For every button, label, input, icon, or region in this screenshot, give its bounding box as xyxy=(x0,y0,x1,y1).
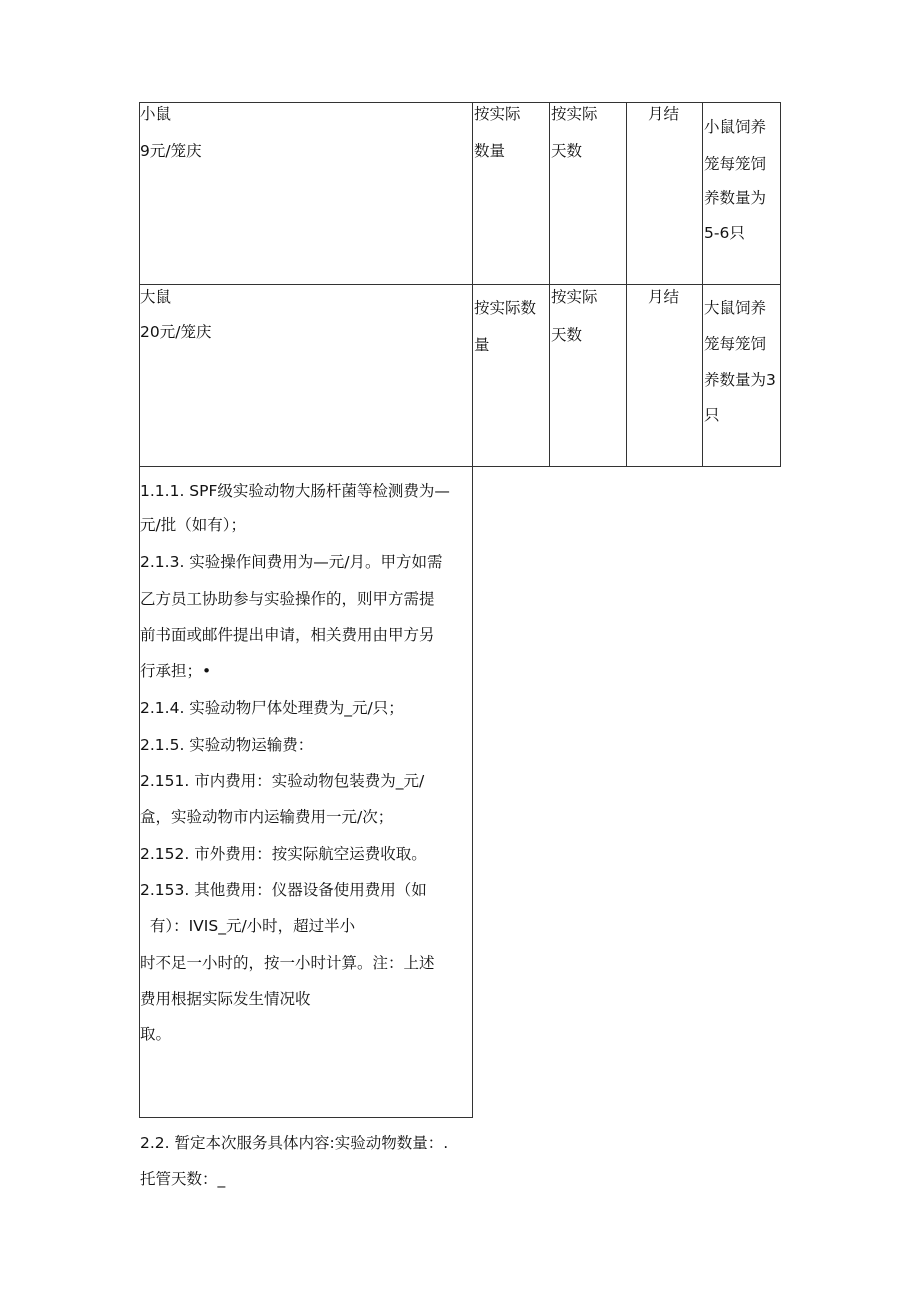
fee-clause: 2.152. 市外费用：按实际航空运费收取。 xyxy=(140,845,427,863)
cage-note: 只 xyxy=(704,406,720,424)
fee-clause: 乙方员工协助参与实验操作的，则甲方需提 xyxy=(140,590,435,608)
fee-clause: 前书面或邮件提出申请，相关费用由甲方另 xyxy=(140,626,435,644)
fee-clause: 2.1.3. 实验操作间费用为—元/月。甲方如需 xyxy=(140,553,443,571)
custody-days-line: 托管天数：_ xyxy=(140,1170,226,1188)
fee-clause: 1.1.1. SPF级实验动物大肠杆菌等检测费为— xyxy=(140,482,450,500)
cage-price: 20元/笼庆 xyxy=(140,323,212,341)
animal-name: 小鼠 xyxy=(140,105,172,123)
cage-note: 笼每笼饲 xyxy=(704,155,767,173)
fee-clause: 2.1.4. 实验动物尸体处理费为_元/只； xyxy=(140,699,404,717)
fee-clause: 盒，实验动物市内运输费用一元/次； xyxy=(140,808,394,826)
quantity-basis: 数量 xyxy=(474,142,506,160)
days-basis: 天数 xyxy=(551,142,583,160)
quantity-basis: 按实际 xyxy=(474,105,521,123)
settlement: 月结 xyxy=(648,288,680,306)
cage-note: 5-6只 xyxy=(704,224,745,242)
table-col-divider xyxy=(702,102,703,467)
quantity-basis: 按实际数 xyxy=(474,299,537,317)
days-basis: 天数 xyxy=(551,326,583,344)
cage-note: 养数量为 xyxy=(704,189,767,207)
table-col-divider xyxy=(472,102,473,467)
table-row-divider xyxy=(139,284,781,285)
fee-clause: 2.151. 市内费用：实验动物包装费为_元/ xyxy=(140,772,425,790)
cage-price: 9元/笼庆 xyxy=(140,142,202,160)
table-col-divider xyxy=(549,102,550,467)
animal-name: 大鼠 xyxy=(140,288,172,306)
cage-note: 养数量为3 xyxy=(704,371,776,389)
days-basis: 按实际 xyxy=(551,105,598,123)
table-border-right xyxy=(780,102,781,467)
quantity-basis: 量 xyxy=(474,336,490,354)
fee-clause: 时不足一小时的，按一小时计算。注：上述 xyxy=(140,954,435,972)
table-border-top xyxy=(139,102,781,103)
fees-box-border-right xyxy=(472,466,473,1118)
fee-clause: 费用根据实际发生情况收 xyxy=(140,990,311,1008)
fee-clause: 行承担；• xyxy=(140,662,212,680)
fee-clause: 2.1.5. 实验动物运输费： xyxy=(140,736,314,754)
cage-note: 大鼠饲养 xyxy=(704,299,767,317)
settlement: 月结 xyxy=(648,105,680,123)
cage-note: 小鼠饲养 xyxy=(704,118,767,136)
fees-box-border-bottom xyxy=(139,1117,473,1118)
fee-clause: 取。 xyxy=(140,1025,172,1043)
service-content-line: 2.2. 暂定本次服务具体内容:实验动物数量：. xyxy=(140,1134,449,1152)
fee-clause: 元/批（如有）； xyxy=(140,516,246,534)
fee-clause: 有）：IVIS_元/小时，超过半小 xyxy=(140,917,356,935)
fee-clause: 2.153. 其他费用：仪器设备使用费用（如 xyxy=(140,881,427,899)
table-border-bottom xyxy=(139,466,781,467)
cage-note: 笼每笼饲 xyxy=(704,335,767,353)
days-basis: 按实际 xyxy=(551,288,598,306)
table-col-divider xyxy=(626,102,627,467)
